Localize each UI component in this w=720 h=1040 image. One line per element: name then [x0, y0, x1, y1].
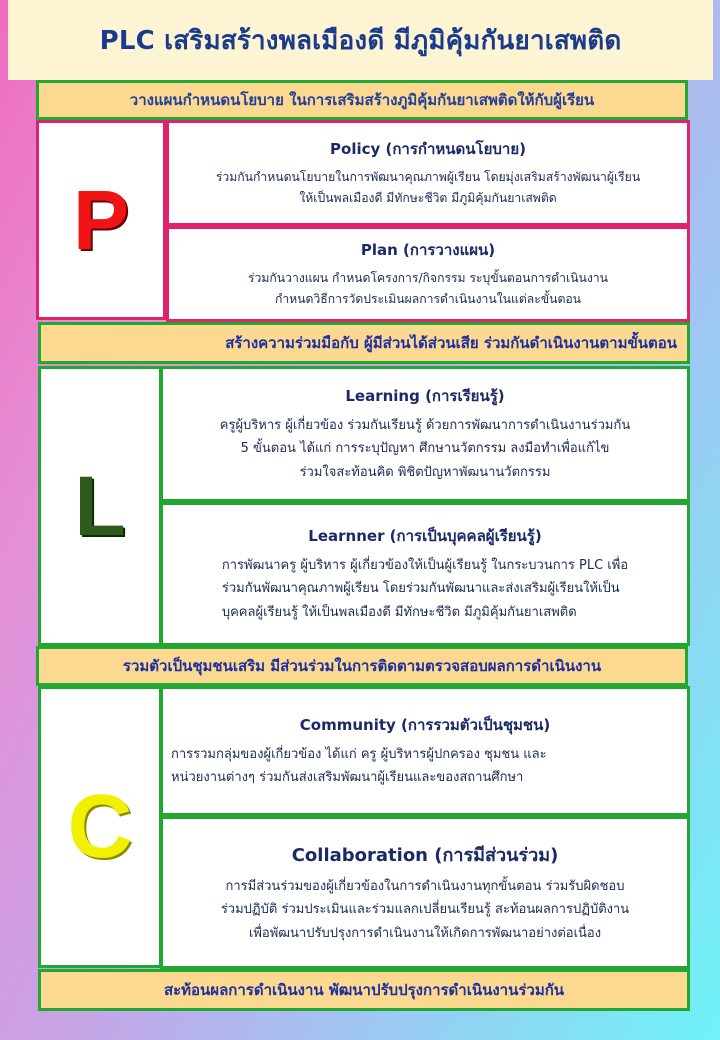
band-planning: วางแผนกำหนดนโยบาย ในการเสริมสร้างภูมิคุ้มกันยาเสพติดให้กับผู้เรียน	[36, 80, 688, 120]
card-community-line: การรวมกลุ่มของผู้เกี่ยวข้อง ได้แก่ ครู ผู้บริหารผู้ปกครอง ชุมชน และ	[171, 746, 547, 762]
card-learning-line: ครูผู้บริหาร ผู้เกี่ยวข้อง ร่วมกันเรียนรู้ ด้วยการพัฒนาการดำเนินงานร่วมกัน	[219, 418, 631, 434]
card-plan-body	[248, 268, 608, 311]
card-learner-line: ร่วมกันพัฒนาคุณภาพผู้เรียน โดยร่วมกันพัฒนาและส่งเสริมผู้เรียนให้เป็น	[221, 581, 620, 597]
card-learning-line: 5 ขั้นตอน ได้แก่ การระบุปัญหา ศึกษานวัตกรรม ลงมือทำเพื่อแก้ไข	[240, 441, 610, 457]
card-learner-line: บุคคลผู้เรียนรู้ ให้เป็นพลเมืองดี มีทักษะชีวิต มีภูมิคุ้มกันยาเสพติด	[221, 604, 577, 620]
card-plan	[166, 226, 690, 322]
card-learning-body	[220, 414, 630, 483]
card-collaboration-title: Collaboration (การมีส่วนร่วม)	[291, 845, 559, 867]
card-learning-title: Learning (การเรียนรู้)	[345, 387, 505, 406]
card-plan-line: ร่วมกันวางแผน กำหนดโครงการ/กิจกรรม ระบุขั้นตอนการดำเนินงาน	[248, 270, 608, 285]
card-policy	[166, 120, 690, 226]
card-community-body	[171, 743, 547, 789]
card-learning	[160, 366, 690, 502]
card-learner-line: การพัฒนาครู ผู้บริหาร ผู้เกี่ยวข้องให้เป็นผู้เรียนรู้ ในกระบวนการ PLC เพื่อ	[221, 558, 629, 574]
letter-box-p	[36, 120, 166, 320]
page-title: PLC เสริมสร้างพลเมืองดี มีภูมิคุ้มกันยาเสพติด	[99, 25, 622, 56]
card-collaboration-line: การมีส่วนร่วมของผู้เกี่ยวข้องในการดำเนินงานทุกขั้นตอน ร่วมรับผิดชอบ	[225, 879, 625, 895]
card-community-line: หน่วยงานต่างๆ ร่วมกันส่งเสริมพัฒนาผู้เรียนและของสถานศึกษา	[171, 770, 524, 785]
card-policy-title: Policy (การกำหนดนโยบาย)	[330, 139, 526, 158]
card-community	[160, 686, 690, 816]
card-learner	[160, 502, 690, 646]
card-plan-title: Plan (การวางแผน)	[360, 240, 496, 259]
card-collaboration-body	[221, 875, 629, 944]
card-learner-title: Learnner (การเป็นบุคคลผู้เรียนรู้)	[308, 527, 542, 546]
band-community: รวมตัวเป็นชุมชนเสริม มีส่วนร่วมในการติดตามตรวจสอบผลการดำเนินงาน	[36, 646, 688, 686]
card-collaboration-line: เพื่อพัฒนาปรับปรุงการดำเนินงานให้เกิดการพัฒนาอย่างต่อเนื่อง	[248, 925, 602, 941]
card-community-title: Community (การรวมตัวเป็นชุมชน)	[299, 715, 551, 734]
letter-box-l	[38, 366, 162, 646]
letter-c: C	[67, 777, 133, 877]
card-plan-line: กำหนดวิธีการวัดประเมินผลการดำเนินงานในแต่ละขั้นตอน	[274, 292, 582, 306]
title-box	[8, 0, 713, 80]
letter-box-c	[38, 686, 162, 968]
card-policy-line: ร่วมกันกำหนดนโยบายในการพัฒนาคุณภาพผู้เรียน โดยมุ่งเสริมสร้างพัฒนาผู้เรียน	[215, 169, 641, 184]
card-collaboration	[160, 816, 690, 969]
card-learner-body	[222, 554, 628, 623]
band-collaboration: สร้างความร่วมมือกับ ผู้มีส่วนได้ส่วนเสีย ร่วมกันดำเนินงานตามขั้นตอน	[38, 322, 690, 364]
card-learning-line: ร่วมใจสะท้อนคิด พิชิตปัญหาพัฒนานวัตกรรม	[299, 464, 551, 480]
card-policy-body	[216, 167, 640, 210]
letter-p: P	[72, 173, 130, 267]
letter-l: L	[74, 459, 126, 553]
card-policy-line: ให้เป็นพลเมืองดี มีทักษะชีวิต มีภูมิคุ้มกันยาเสพติด	[299, 191, 557, 205]
card-collaboration-line: ร่วมปฏิบัติ ร่วมประเมินและร่วมแลกเปลี่ยนเรียนรู้ สะท้อนผลการปฏิบัติงาน	[220, 902, 630, 918]
band-reflection: สะท้อนผลการดำเนินงาน พัฒนาปรับปรุงการดำเนินงานร่วมกัน	[38, 969, 690, 1011]
